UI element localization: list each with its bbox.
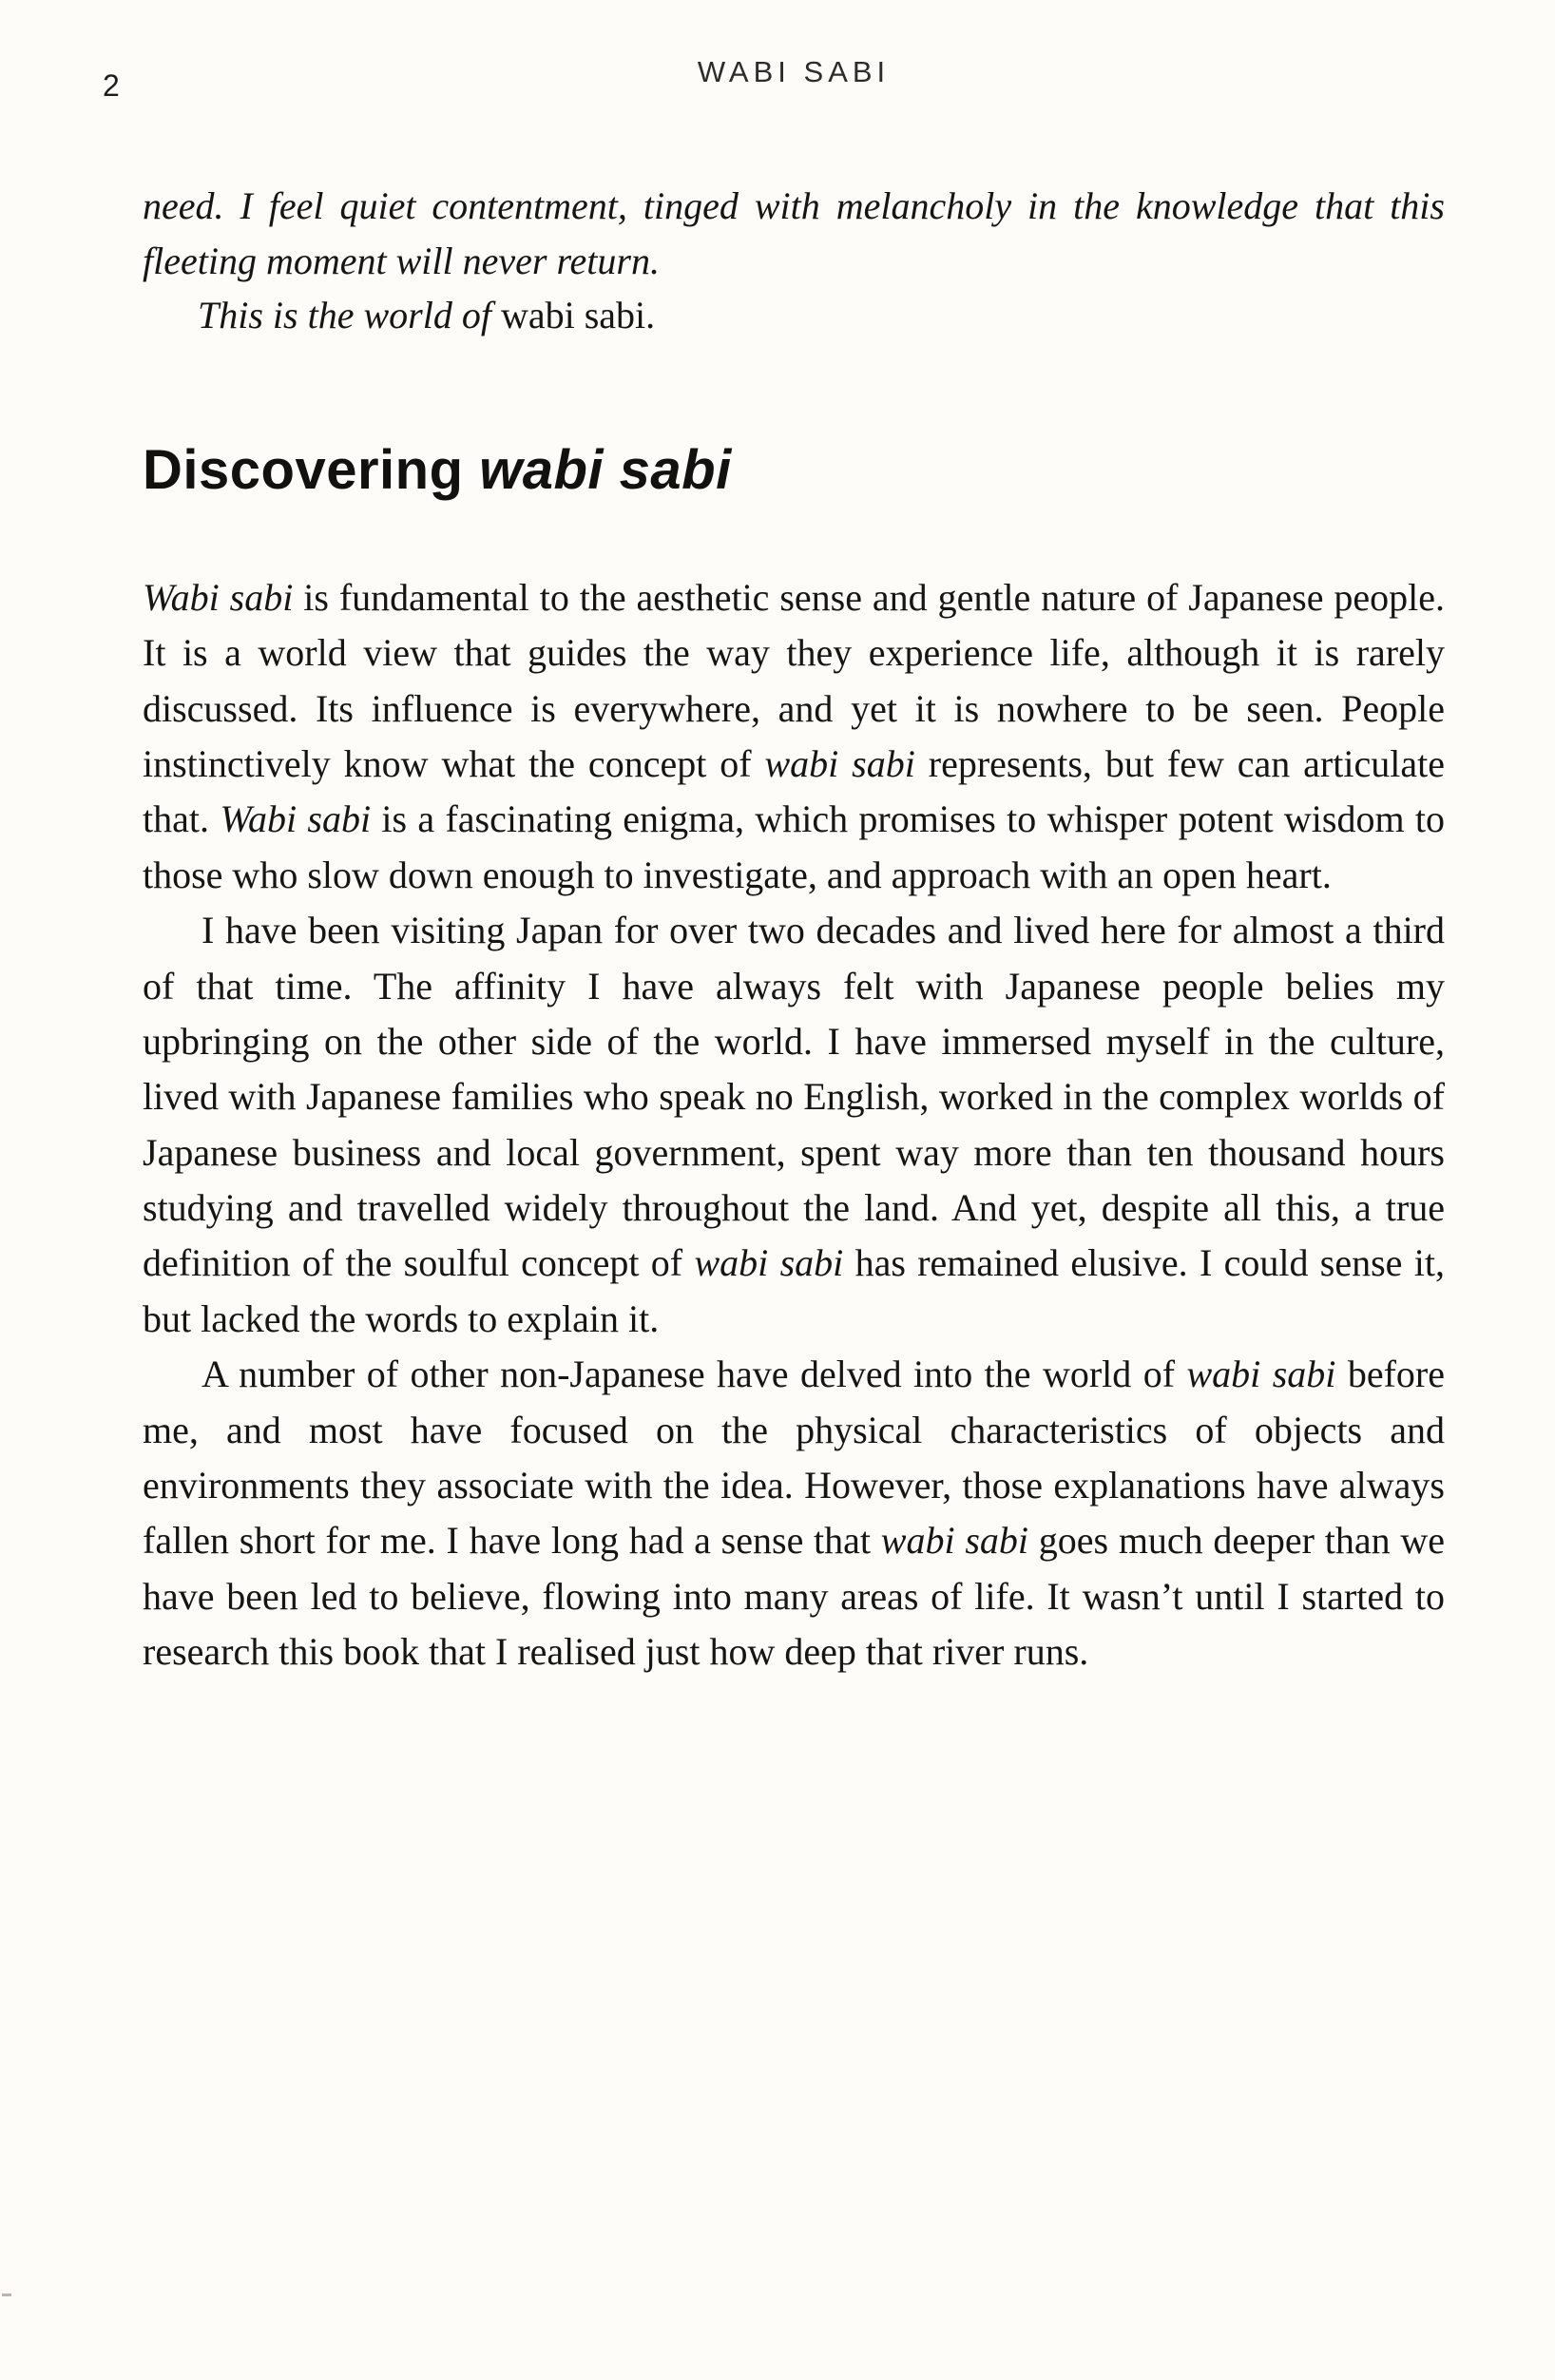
section-heading-italic: wabi sabi — [479, 438, 732, 501]
scan-artifact — [2, 2294, 11, 2296]
italic-text: Wabi sabi — [143, 575, 294, 619]
text-segment: before me, and most have focused on the physical characteristics of objects and environments they associate with the idea. However, those explanations have always fallen short for me. I have long had a sense that — [143, 1353, 1445, 1563]
text-segment: is fundamental to the aesthetic sense and gentle nature of Japanese people. It is a world view that guides the way they experience life, although it is rarely discussed. Its influence is everywhere, and yet it is nowhere to be seen. People instinctively know what the concept of — [143, 575, 1445, 785]
text-segment: represents, but few can articulate that. — [143, 741, 1445, 841]
page-header — [103, 55, 1445, 122]
section-heading-prefix: Discovering — [143, 438, 480, 501]
paragraph — [143, 179, 1445, 288]
paragraph — [143, 288, 1445, 343]
italic-text: This is the world of — [198, 294, 501, 337]
text-segment: has remained elusive. I could sense it, but lacked the words to explain it. — [143, 1241, 1445, 1340]
text-segment: wabi sabi. — [500, 294, 656, 337]
running-head: WABI SABI — [697, 55, 891, 88]
text-segment: is a fascinating enigma, which promises to whisper potent wisdom to those who slow down enough to investigate, and approach with an open heart. — [143, 797, 1445, 896]
italic-text: wabi sabi — [1186, 1353, 1336, 1396]
italic-text: wabi sabi — [694, 1241, 844, 1285]
italic-text: wabi sabi — [764, 741, 915, 785]
text-segment: I have been visiting Japan for over two decades and lived here for almost a third of that time. The affinity I have always felt with Japanese people belies my upbringing on the other side of the world. I have immersed myself in the culture, lived with Japanese families who speak no English, worked in the complex worlds of Japanese business and local government, spent way more than ten thousand hours studying and travelled widely throughout the land. And yet, despite all this, a true definition of the soulful concept of — [143, 909, 1445, 1285]
italic-text: wabi sabi — [880, 1519, 1029, 1563]
text-segment: goes much deeper than we have been led to believe, flowing into many areas of life. It wasn’t until I started to research this book that I realised just how deep that river runs. — [143, 1519, 1445, 1674]
italic-text: Wabi sabi — [220, 797, 372, 841]
page-number: 2 — [103, 68, 120, 103]
intro-block — [143, 179, 1445, 343]
body-block — [143, 570, 1445, 1680]
paragraph — [143, 903, 1445, 1347]
paragraph — [143, 1347, 1445, 1679]
section-heading — [143, 438, 1445, 502]
italic-text: need. I feel quiet contentment, tinged with melancholy in the knowledge that this fleeting moment will never return. — [143, 184, 1445, 282]
text-segment: A number of other non-Japanese have delved into the world of — [202, 1353, 1187, 1396]
paragraph — [143, 570, 1445, 903]
